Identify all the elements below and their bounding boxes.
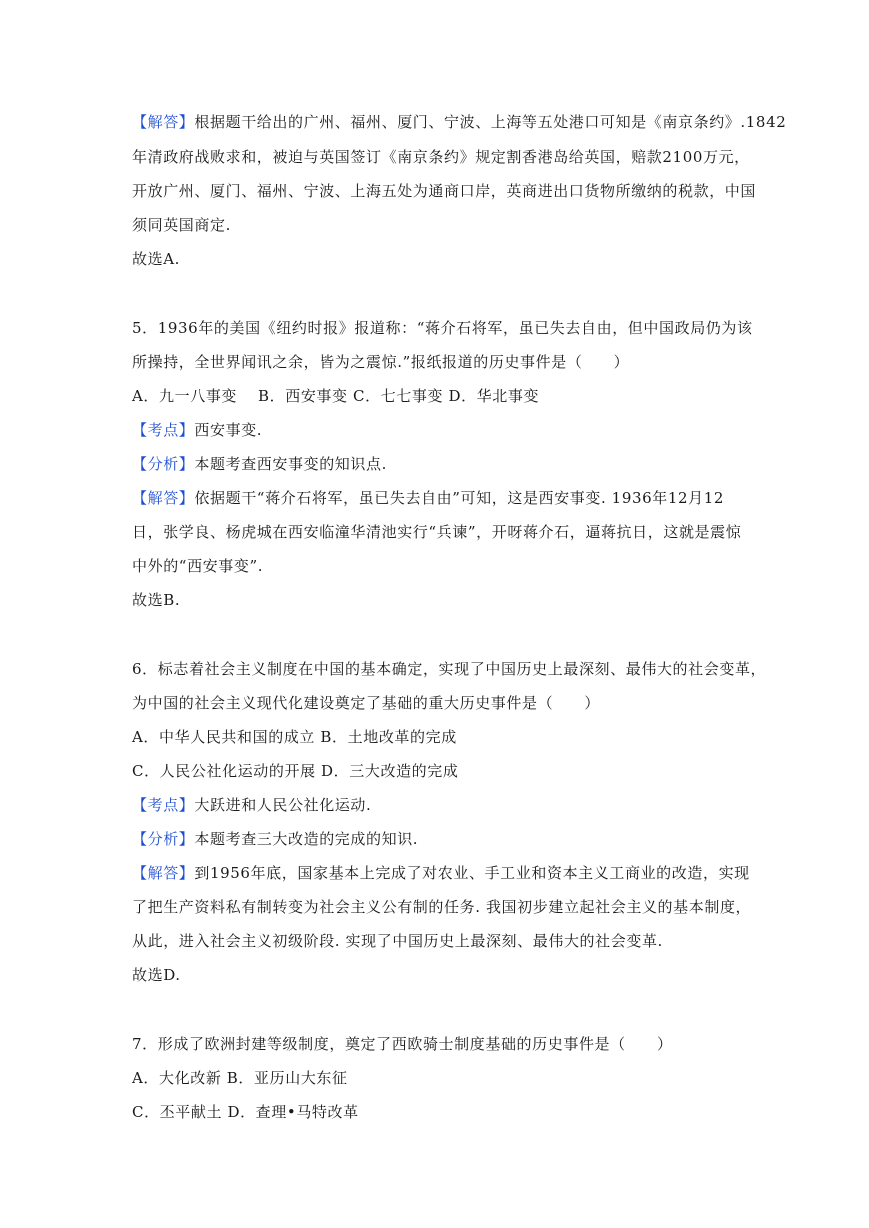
answer-tag: 【解答】 — [132, 489, 195, 507]
q5-answer-line-2: 日，张学良、杨虎城在西安临潼华清池实行“兵谏”，开呀蒋介石，逼蒋抗日，这就是震惊 — [132, 523, 742, 541]
answer-tag: 【解答】 — [132, 864, 195, 882]
q7-options-line-2: C．丕平献土 D．查理•马特改革 — [132, 1103, 359, 1121]
point-tag: 【考点】 — [132, 796, 195, 814]
q5-answer-line-1: 【解答】依据题干“蒋介石将军，虽已失去自由”可知，这是西安事变. 1936年12月12 — [132, 489, 725, 507]
q6-answer-line-3: 从此，进入社会主义初级阶段. 实现了中国历史上最深刻、最伟大的社会变革. — [132, 932, 663, 950]
analysis-tag: 【分析】 — [132, 830, 195, 848]
q6-answer-line-1: 【解答】到1956年底，国家基本上完成了对农业、手工业和资本主义工商业的改造，实现 — [132, 864, 750, 882]
q6-stem-line-2: 为中国的社会主义现代化建设奠定了基础的重大历史事件是（ ） — [132, 694, 601, 712]
q5-answer-line-3: 中外的“西安事变”. — [132, 557, 264, 575]
q6-options-line-1: A．中华人民共和国的成立 B．土地改革的完成 — [132, 728, 457, 746]
q7-options-line-1: A．大化改新 B．亚历山大东征 — [132, 1069, 348, 1087]
q5-stem-line-2: 所操持，全世界闻讯之余，皆为之震惊.”报纸报道的历史事件是（ ） — [132, 353, 630, 371]
q5-options: A．九一八事变 B．西安事变 C．七七事变 D．华北事变 — [132, 387, 540, 405]
q6-choice: 故选D. — [132, 966, 181, 984]
q5-analysis: 【分析】本题考查西安事变的知识点. — [132, 455, 387, 473]
q4-answer-line-2: 年清政府战败求和，被迫与英国签订《南京条约》规定割香港岛给英国，赔款2100万元， — [132, 148, 750, 166]
q4-answer-line-4: 须同英国商定. — [132, 216, 231, 234]
q4-choice: 故选A. — [132, 250, 181, 268]
q6-answer-line-2: 了把生产资料私有制转变为社会主义公有制的任务. 我国初步建立起社会主义的基本制度， — [132, 898, 752, 916]
analysis-tag: 【分析】 — [132, 455, 195, 473]
q6-stem-line-1: 6．标志着社会主义制度在中国的基本确定，实现了中国历史上最深刻、最伟大的社会变革， — [132, 660, 767, 678]
q6-analysis: 【分析】本题考查三大改造的完成的知识. — [132, 830, 419, 848]
q6-point: 【考点】大跃进和人民公社化运动. — [132, 796, 372, 814]
q7-stem-line-1: 7．形成了欧洲封建等级制度，奠定了西欧骑士制度基础的历史事件是（ ） — [132, 1035, 673, 1053]
q5-point: 【考点】西安事变. — [132, 421, 263, 439]
q5-stem-line-1: 5．1936年的美国《纽约时报》报道称：“蒋介石将军，虽已失去自由，但中国政局仍为该 — [132, 319, 753, 337]
q6-options-line-2: C．人民公社化运动的开展 D．三大改造的完成 — [132, 762, 459, 780]
answer-tag: 【解答】 — [132, 113, 195, 131]
point-tag: 【考点】 — [132, 421, 195, 439]
q5-choice: 故选B. — [132, 591, 181, 609]
q4-answer-line-3: 开放广州、厦门、福州、宁波、上海五处为通商口岸，英商进出口货物所缴纳的税款，中国 — [132, 182, 757, 200]
q4-answer-line-1: 【解答】根据题干给出的广州、福州、厦门、宁波、上海等五处港口可知是《南京条约》.1842 — [132, 113, 787, 131]
